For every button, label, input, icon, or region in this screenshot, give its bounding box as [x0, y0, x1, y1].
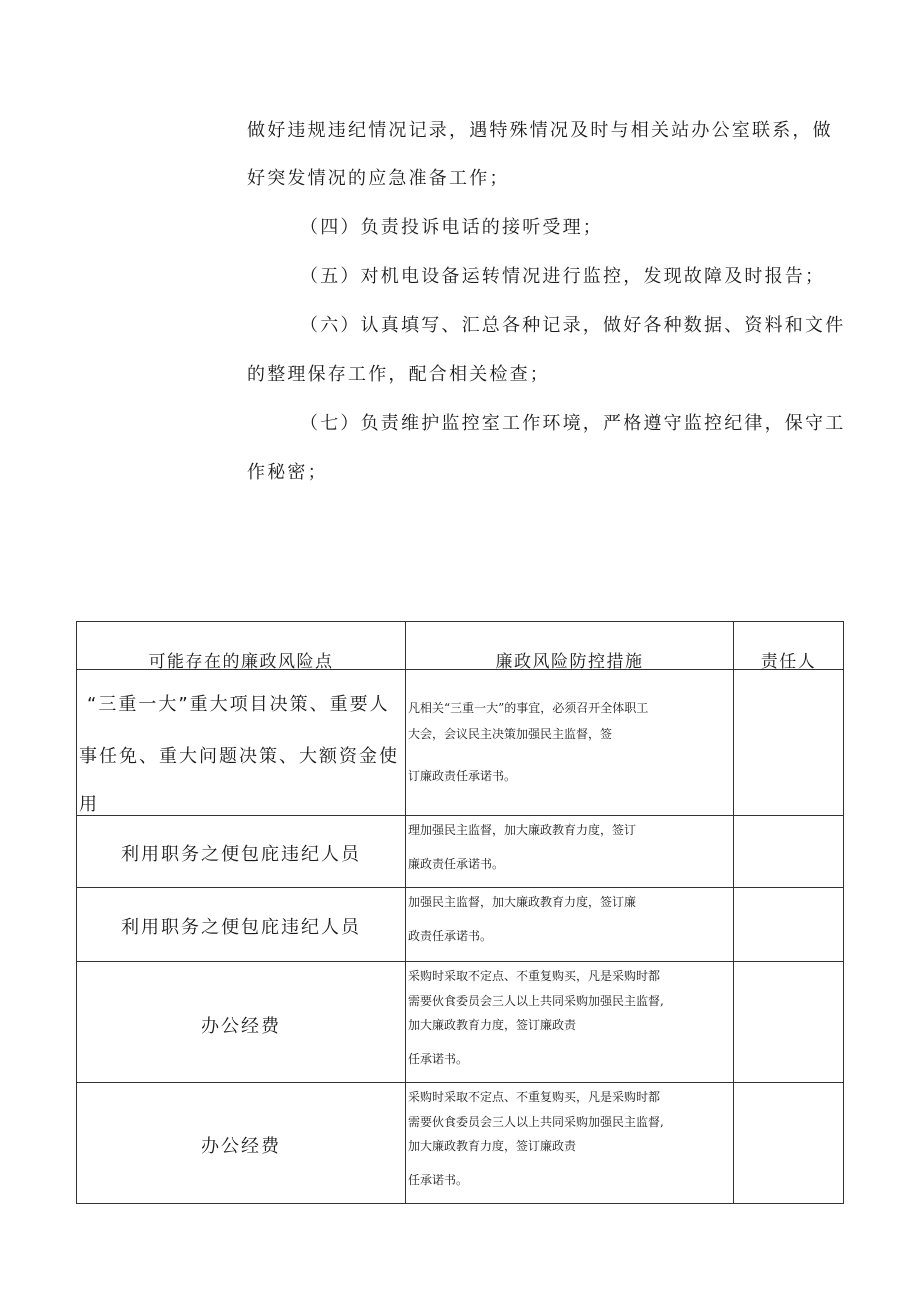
risk-point-cell — [77, 962, 406, 1082]
measure-line: 需要伙食委员会三人以上共同采购加强民主监督, — [408, 994, 664, 1008]
measure-line: 凡相关“三重一大”的事宜，必须召开全体职工 — [408, 701, 649, 715]
measure-line: 廉政责任承诺书。 — [408, 857, 505, 871]
measure-line: 需要伙食委员会三人以上共同采购加强民主监督, — [408, 1115, 664, 1129]
paragraph-line: （七）负责维护监控室工作环境，严格遵守监控纪律，保守工 — [300, 413, 846, 434]
table-row — [77, 961, 843, 1082]
risk-point-cell — [77, 816, 406, 887]
risk-point-cell — [77, 670, 406, 815]
measure-cell — [406, 816, 734, 887]
risk-point-cell — [77, 1083, 406, 1203]
risk-line: “三重一大”重大项目决策、重要人 — [87, 694, 390, 715]
measure-cell — [406, 888, 734, 961]
paragraph-line: 的整理保存工作，配合相关检查； — [247, 364, 550, 385]
paragraph-line: 作秘密； — [247, 462, 328, 483]
risk-line: 利用职务之便包庇违纪人员 — [121, 844, 361, 865]
measure-line: 政责任承诺书。 — [408, 929, 493, 943]
measure-line: 订廉政责任承诺书。 — [408, 769, 517, 783]
measure-line: 采购时采取不定点、不重复购买，凡是采购时都 — [408, 969, 661, 983]
risk-point-cell — [77, 888, 406, 961]
measure-line: 加强民主监督，加大廉政教育力度，签订廉 — [408, 895, 637, 909]
risk-line: 办公经费 — [201, 1016, 281, 1037]
paragraph-line: （六）认真填写、汇总各种记录，做好各种数据、资料和文件 — [300, 315, 846, 336]
header-risk-point — [77, 622, 406, 672]
paragraph-line: （四）负责投诉电话的接听受理； — [300, 217, 603, 238]
header-label: 可能存在的廉政风险点 — [148, 652, 334, 672]
measure-line: 大会，会议民主决策加强民主监督，签 — [408, 727, 613, 741]
measure-line: 加大廉政教育力度，签订廉政责 — [408, 1018, 577, 1032]
paragraph-line: 好突发情况的应急准备工作； — [247, 168, 510, 189]
paragraph-line: 做好违规违纪情况记录，遇特殊情况及时与相关站办公室联系，做 — [247, 120, 833, 141]
header-responsible — [734, 622, 843, 672]
risk-line: 利用职务之便包庇违纪人员 — [121, 917, 361, 938]
measure-line: 任承诺书。 — [408, 1052, 469, 1066]
paragraph-line: （五）对机电设备运转情况进行监控，发现故障及时报告； — [300, 266, 826, 287]
risk-line: 办公经费 — [201, 1136, 281, 1157]
responsible-cell — [734, 888, 843, 961]
risk-line: 用 — [79, 794, 99, 815]
table-row — [77, 1082, 843, 1203]
table-row — [77, 815, 843, 887]
table-row — [77, 887, 843, 961]
measure-cell — [406, 962, 734, 1082]
responsible-cell — [734, 962, 843, 1082]
measure-cell — [406, 670, 734, 815]
header-measures — [406, 622, 734, 672]
measure-line: 任承诺书。 — [408, 1173, 469, 1187]
responsible-cell — [734, 670, 843, 815]
responsible-cell — [734, 1083, 843, 1203]
measure-line: 加大廉政教育力度，签订廉政责 — [408, 1139, 577, 1153]
risk-table — [76, 621, 844, 1204]
measure-line: 采购时采取不定点、不重复购买，凡是采购时都 — [408, 1090, 661, 1104]
measure-line: 理加强民主监督，加大廉政教育力度，签订 — [408, 823, 637, 837]
measure-cell — [406, 1083, 734, 1203]
header-label: 责任人 — [760, 652, 817, 672]
responsible-cell — [734, 816, 843, 887]
header-label: 廉政风险防控措施 — [495, 652, 644, 672]
table-row — [77, 669, 843, 815]
table-header-row — [77, 622, 843, 672]
risk-line: 事任免、重大问题决策、大额资金使 — [79, 746, 399, 767]
